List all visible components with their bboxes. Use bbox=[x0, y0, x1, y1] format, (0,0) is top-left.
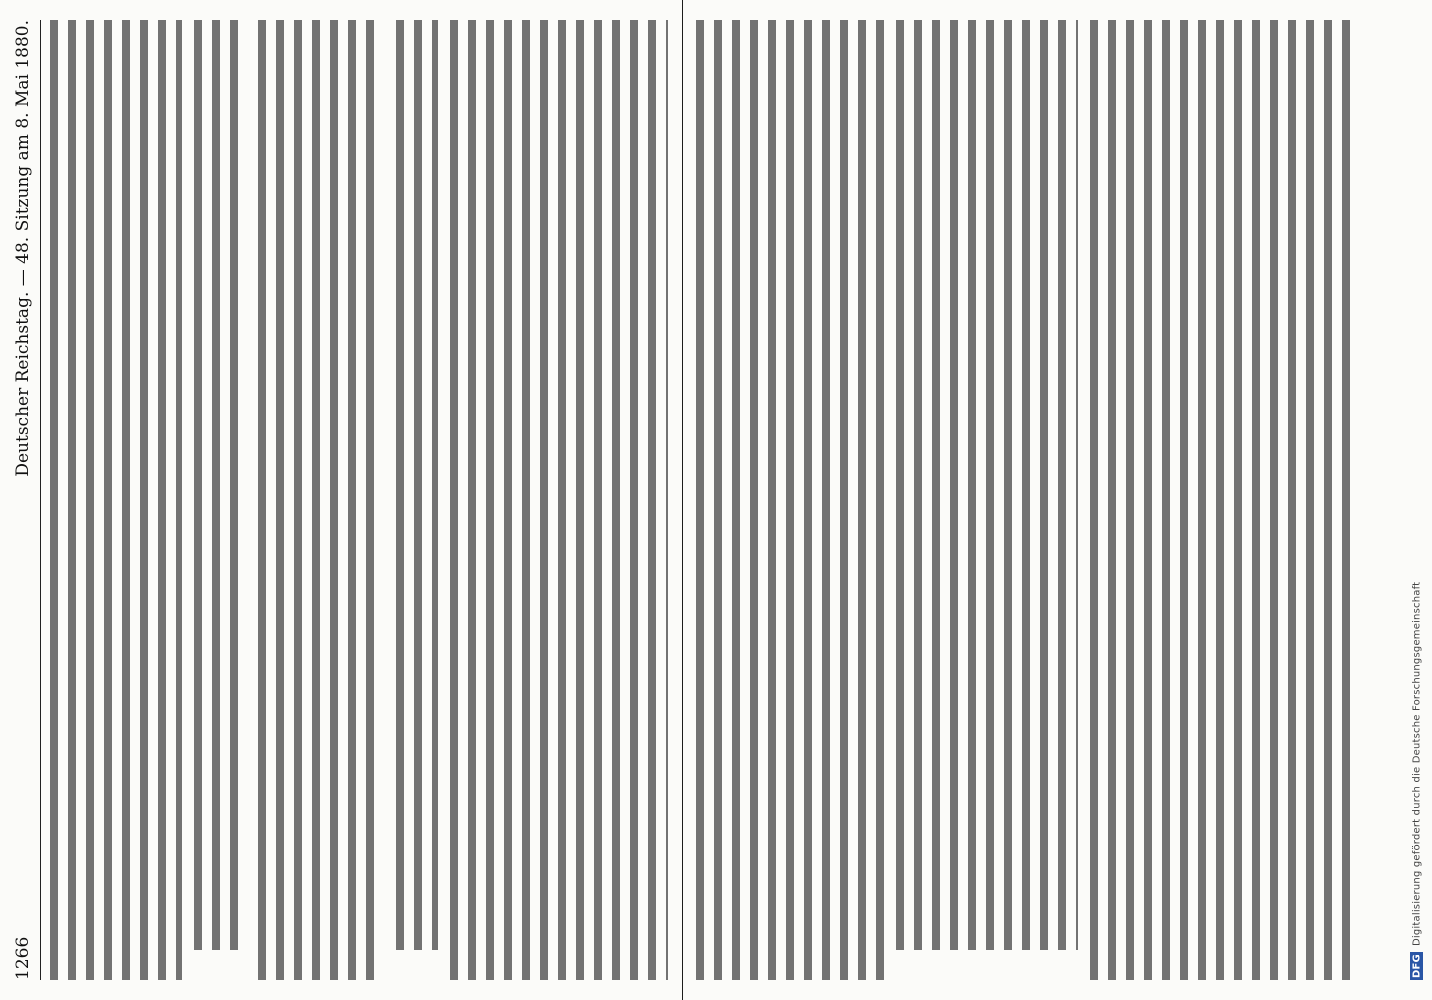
page-number: 1266 bbox=[13, 936, 33, 980]
paragraph-illegible bbox=[50, 20, 182, 980]
paragraph-illegible bbox=[450, 20, 668, 980]
upper-text-column bbox=[44, 20, 674, 980]
dfg-logo: DFG bbox=[1411, 954, 1423, 978]
paragraph-illegible bbox=[696, 20, 884, 980]
paragraph-illegible bbox=[396, 20, 438, 950]
paragraph-illegible bbox=[1090, 20, 1360, 980]
horizontal-rule bbox=[682, 0, 683, 1000]
paragraph-illegible bbox=[896, 20, 1078, 950]
credit-text: Digitalisierung gefördert durch die Deutsche Forschungsgemeinschaft bbox=[1411, 581, 1423, 947]
digitization-credit bbox=[1408, 20, 1426, 980]
running-title: Deutscher Reichstag. — 48. Sitzung am 8. Mai 1880. bbox=[13, 20, 33, 477]
lower-text-column bbox=[690, 20, 1370, 980]
paragraph-illegible bbox=[258, 20, 382, 980]
page-header bbox=[6, 20, 41, 980]
paragraph-illegible bbox=[194, 20, 246, 950]
